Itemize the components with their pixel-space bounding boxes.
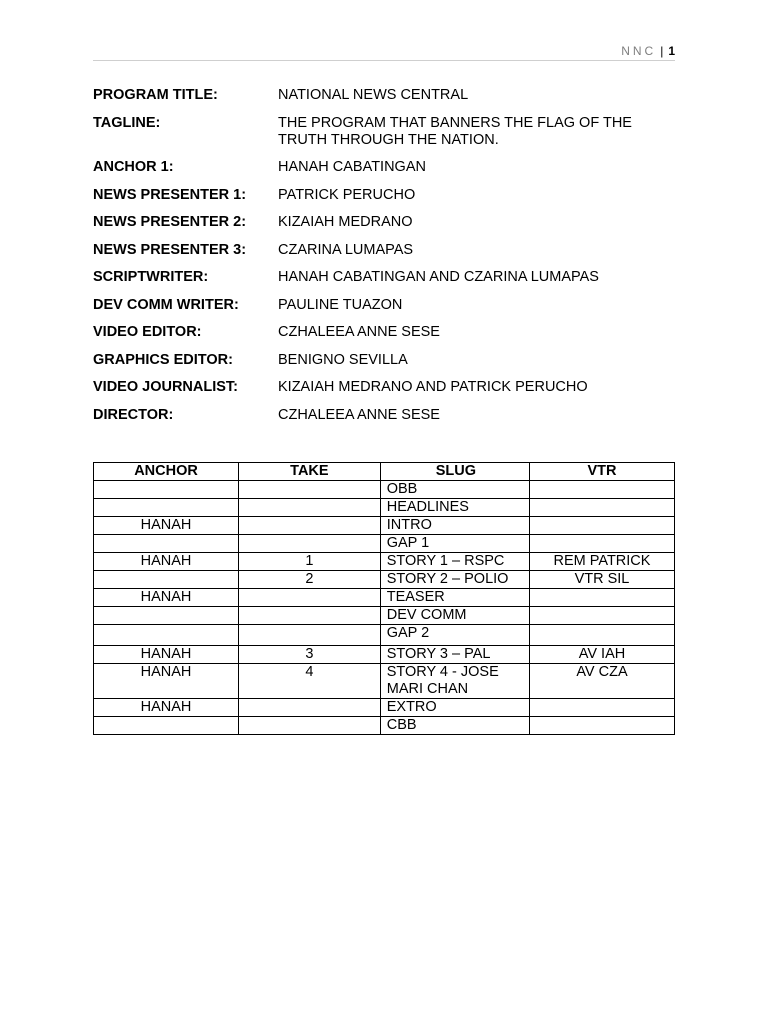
- slug-cell: HEADLINES: [380, 499, 529, 517]
- anchor-cell: HANAH: [94, 664, 239, 699]
- table-row: [94, 607, 675, 625]
- table-row: [94, 481, 675, 499]
- anchor-cell: HANAH: [94, 699, 239, 717]
- info-row-news-presenter-1: [93, 187, 693, 204]
- info-row-dev-comm-writer: [93, 297, 693, 314]
- table-row: [94, 625, 675, 646]
- vtr-cell: [529, 589, 674, 607]
- info-row-program-title: [93, 87, 693, 104]
- info-value: KIZAIAH MEDRANO AND PATRICK PERUCHO: [278, 379, 588, 395]
- take-cell: 4: [239, 664, 381, 699]
- vtr-cell: AV CZA: [529, 664, 674, 699]
- vtr-cell: [529, 607, 674, 625]
- info-value: CZHALEEA ANNE SESE: [278, 406, 440, 423]
- take-cell: [239, 607, 381, 625]
- info-value: NATIONAL NEWS CENTRAL: [278, 87, 469, 103]
- take-cell: 2: [239, 571, 381, 589]
- info-value: KIZAIAH MEDRANO: [278, 214, 413, 230]
- info-label: NEWS PRESENTER 1:: [93, 186, 247, 203]
- vtr-cell: [529, 481, 674, 499]
- info-row-video-journalist: [93, 379, 693, 396]
- slug-cell: GAP 2: [380, 625, 529, 646]
- anchor-cell: [94, 481, 239, 499]
- vtr-cell: [529, 717, 674, 735]
- info-value: PATRICK PERUCHO: [278, 186, 416, 203]
- info-value: HANAH CABATINGAN: [278, 159, 426, 175]
- info-label: VIDEO EDITOR:: [93, 324, 202, 340]
- slug-cell: INTRO: [380, 517, 529, 535]
- info-value: HANAH CABATINGAN AND CZARINA LUMAPAS: [278, 269, 599, 285]
- slug-cell: STORY 2 – POLIO: [380, 571, 529, 589]
- slug-cell: CBB: [380, 717, 529, 735]
- slug-cell: STORY 4 - JOSE MARI CHAN: [380, 664, 529, 699]
- slug-cell: STORY 3 – PAL: [380, 646, 529, 664]
- vtr-cell: REM PATRICK: [529, 553, 674, 571]
- anchor-cell: [94, 607, 239, 625]
- anchor-cell: [94, 571, 239, 589]
- header-separator: |: [660, 44, 664, 58]
- rundown-table: [93, 462, 675, 735]
- anchor-cell: HANAH: [94, 553, 239, 571]
- take-cell: 3: [239, 646, 381, 664]
- take-cell: 1: [239, 553, 381, 571]
- slug-cell: STORY 1 – RSPC: [380, 553, 529, 571]
- table-row: [94, 664, 675, 699]
- slug-cell: DEV COMM: [380, 607, 529, 625]
- info-label: NEWS PRESENTER 3:: [93, 241, 247, 258]
- page-number: 1: [668, 44, 675, 58]
- slug-cell: OBB: [380, 481, 529, 499]
- table-row: [94, 646, 675, 664]
- take-cell: [239, 535, 381, 553]
- info-label: PROGRAM TITLE:: [93, 87, 218, 103]
- anchor-cell: [94, 625, 239, 646]
- table-header-row: [94, 463, 675, 481]
- info-row-anchor-1: [93, 159, 693, 176]
- table-row: [94, 699, 675, 717]
- program-info: [93, 87, 693, 424]
- anchor-cell: [94, 717, 239, 735]
- column-header-vtr: VTR: [529, 463, 674, 481]
- table-row: [94, 553, 675, 571]
- take-cell: [239, 481, 381, 499]
- slug-cell: GAP 1: [380, 535, 529, 553]
- anchor-cell: [94, 499, 239, 517]
- anchor-cell: [94, 535, 239, 553]
- table-row: [94, 717, 675, 735]
- info-label: NEWS PRESENTER 2:: [93, 214, 247, 230]
- info-label: TAGLINE:: [93, 114, 161, 131]
- take-cell: [239, 717, 381, 735]
- info-row-director: [93, 407, 693, 424]
- vtr-cell: AV IAH: [529, 646, 674, 664]
- info-value: CZHALEEA ANNE SESE: [278, 324, 440, 340]
- anchor-cell: HANAH: [94, 589, 239, 607]
- info-label: VIDEO JOURNALIST:: [93, 379, 239, 395]
- take-cell: [239, 517, 381, 535]
- header-code: NNC: [621, 44, 657, 58]
- take-cell: [239, 625, 381, 646]
- page-header: [93, 42, 675, 61]
- info-label: DEV COMM WRITER:: [93, 296, 239, 313]
- take-cell: [239, 699, 381, 717]
- info-label: SCRIPTWRITER:: [93, 269, 209, 285]
- info-value: PAULINE TUAZON: [278, 296, 403, 313]
- table-row: [94, 517, 675, 535]
- take-cell: [239, 499, 381, 517]
- vtr-cell: [529, 517, 674, 535]
- info-label: GRAPHICS EDITOR:: [93, 351, 233, 368]
- take-cell: [239, 589, 381, 607]
- column-header-slug: SLUG: [380, 463, 529, 481]
- vtr-cell: [529, 625, 674, 646]
- info-value: CZARINA LUMAPAS: [278, 241, 414, 258]
- table-row: [94, 589, 675, 607]
- info-row-news-presenter-2: [93, 214, 693, 231]
- column-header-anchor: ANCHOR: [94, 463, 239, 481]
- info-row-tagline: [93, 115, 693, 149]
- table-row: [94, 535, 675, 553]
- slug-cell: TEASER: [380, 589, 529, 607]
- info-value: BENIGNO SEVILLA: [278, 351, 408, 368]
- info-row-scriptwriter: [93, 269, 693, 286]
- column-header-take: TAKE: [239, 463, 381, 481]
- info-row-graphics-editor: [93, 352, 693, 369]
- info-row-news-presenter-3: [93, 242, 693, 259]
- vtr-cell: [529, 499, 674, 517]
- vtr-cell: VTR SIL: [529, 571, 674, 589]
- anchor-cell: HANAH: [94, 646, 239, 664]
- vtr-cell: [529, 535, 674, 553]
- info-label: ANCHOR 1:: [93, 159, 174, 175]
- info-row-video-editor: [93, 324, 693, 341]
- info-label: DIRECTOR:: [93, 406, 174, 423]
- anchor-cell: HANAH: [94, 517, 239, 535]
- info-value: THE PROGRAM THAT BANNERS THE FLAG OF THE TRUTH THROUGH THE NATION.: [278, 114, 632, 148]
- slug-cell: EXTRO: [380, 699, 529, 717]
- vtr-cell: [529, 699, 674, 717]
- table-row: [94, 571, 675, 589]
- table-row: [94, 499, 675, 517]
